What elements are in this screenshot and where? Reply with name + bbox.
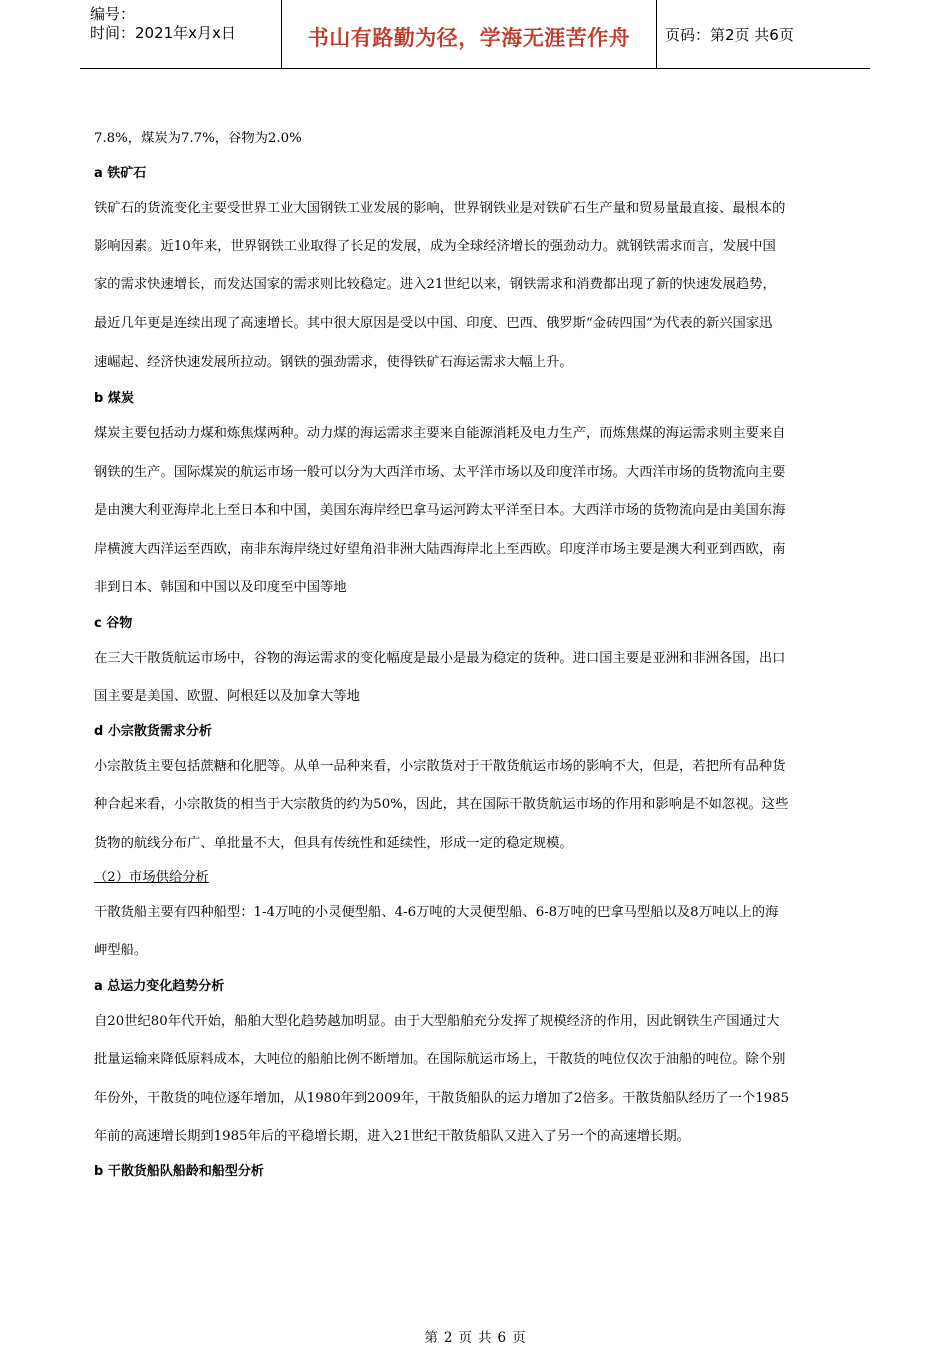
body-line: 最近几年更是连续出现了高速增长。其中很大原因是受以中国、印度、巴西、俄罗斯“金砖四国”为代表的新兴国家迅 xyxy=(94,316,773,331)
header-motto-cell xyxy=(281,0,657,68)
document-time-label: 时间：2021年x月x日 xyxy=(90,24,236,42)
body-line: 家的需求快速增长，而发达国家的需求则比较稳定。进入21世纪以来，钢铁需求和消费都出现了新的快速发展趋势， xyxy=(94,277,776,292)
footer-ye: 页 xyxy=(458,1330,472,1346)
body-line: 在三大干散货航运市场中，谷物的海运需求的变化幅度是最小是最为稳定的货种。进口国主要是亚洲和非洲各国，出口 xyxy=(94,651,786,666)
footer-gong: 共 xyxy=(478,1330,492,1346)
section-heading: c 谷物 xyxy=(94,616,133,631)
header-left-cell xyxy=(80,0,280,68)
footer-di: 第 xyxy=(424,1330,438,1346)
body-line: 小宗散货主要包括蔗糖和化肥等。从单一品种来看，小宗散货对于干散货航运市场的影响不大，但是，若把所有品种货 xyxy=(94,759,786,774)
body-line: 国主要是美国、欧盟、阿根廷以及加拿大等地 xyxy=(94,689,360,704)
document-number-label: 编号： xyxy=(90,5,136,23)
page-header xyxy=(80,0,870,69)
body-line: 岬型船。 xyxy=(94,943,148,958)
body-line: 年份外，干散货的吨位逐年增加，从1980年到2009年，干散货船队的运力增加了2倍多。干散货船队经历了一个1985 xyxy=(94,1091,790,1106)
footer-page-number: 2 xyxy=(443,1330,453,1346)
body-line: 煤炭主要包括动力煤和炼焦煤两种。动力煤的海运需求主要来自能源消耗及电力生产，而炼焦煤的海运需求则主要来自 xyxy=(94,426,786,441)
body-line: 货物的航线分布广、单批量不大，但具有传统性和延续性，形成一定的稳定规模。 xyxy=(94,836,573,851)
body-line: 速崛起、经济快速发展所拉动。钢铁的强劲需求，使得铁矿石海运需求大幅上升。 xyxy=(94,355,573,370)
body-line: 是由澳大利亚海岸北上至日本和中国，美国东海岸经巴拿马运河跨太平洋至日本。大西洋市场的货物流向是由美国东海 xyxy=(94,503,786,518)
body-line: 铁矿石的货流变化主要受世界工业大国钢铁工业发展的影响，世界钢铁业是对铁矿石生产量和贸易量最直接、最根本的 xyxy=(94,201,786,216)
body-line: 自20世纪80年代开始，船舶大型化趋势越加明显。由于大型船舶充分发挥了规模经济的作用，因此钢铁生产国通过大 xyxy=(94,1014,780,1029)
body-line: 岸横渡大西洋运至西欧，南非东海岸绕过好望角沿非洲大陆西海岸北上至西欧。印度洋市场主要是澳大利亚到西欧，南 xyxy=(94,542,786,557)
footer-total-pages: 6 xyxy=(497,1330,507,1346)
body-line: 影响因素。近10年来，世界钢铁工业取得了长足的发展，成为全球经济增长的强劲动力。就钢铁需求而言，发展中国 xyxy=(94,239,776,254)
section-heading: d 小宗散货需求分析 xyxy=(94,724,212,739)
body-line: 7.8%，煤炭为7.7%，谷物为2.0% xyxy=(94,131,302,146)
header-page-label: 页码：第2页 共6页 xyxy=(665,26,794,44)
body-line: 年前的高速增长期到1985年后的平稳增长期，进入21世纪干散货船队又进入了另一个的高速增长期。 xyxy=(94,1129,690,1144)
body-line: 非到日本、韩国和中国以及印度至中国等地 xyxy=(94,580,347,595)
section-heading: a 铁矿石 xyxy=(94,166,147,181)
body-line: 种合起来看，小宗散货的相当于大宗散货的约为50%，因此，其在国际干散货航运市场的作用和影响是不如忽视。这些 xyxy=(94,797,789,812)
header-motto: 书山有路勤为径，学海无涯苦作舟 xyxy=(307,26,631,50)
section-heading: a 总运力变化趋势分析 xyxy=(94,979,225,994)
page-footer xyxy=(0,1326,950,1346)
body-line: 批量运输来降低原料成本，大吨位的船舶比例不断增加。在国际航运市场上，干散货的吨位仅次于油船的吨位。除个别 xyxy=(94,1052,786,1067)
body-line: 钢铁的生产。国际煤炭的航运市场一般可以分为大西洋市场、太平洋市场以及印度洋市场。大西洋市场的货物流向主要 xyxy=(94,465,786,480)
section-heading: b 煤炭 xyxy=(94,391,134,406)
subsection-heading: （2）市场供给分析 xyxy=(94,870,209,885)
body-line: 干散货船主要有四种船型：1-4万吨的小灵便型船、4-6万吨的大灵便型船、6-8万吨的巴拿马型船以及8万吨以上的海 xyxy=(94,905,779,920)
footer-ye2: 页 xyxy=(512,1330,526,1346)
header-right-cell xyxy=(656,0,870,68)
section-heading: b 干散货船队船龄和船型分析 xyxy=(94,1164,264,1179)
